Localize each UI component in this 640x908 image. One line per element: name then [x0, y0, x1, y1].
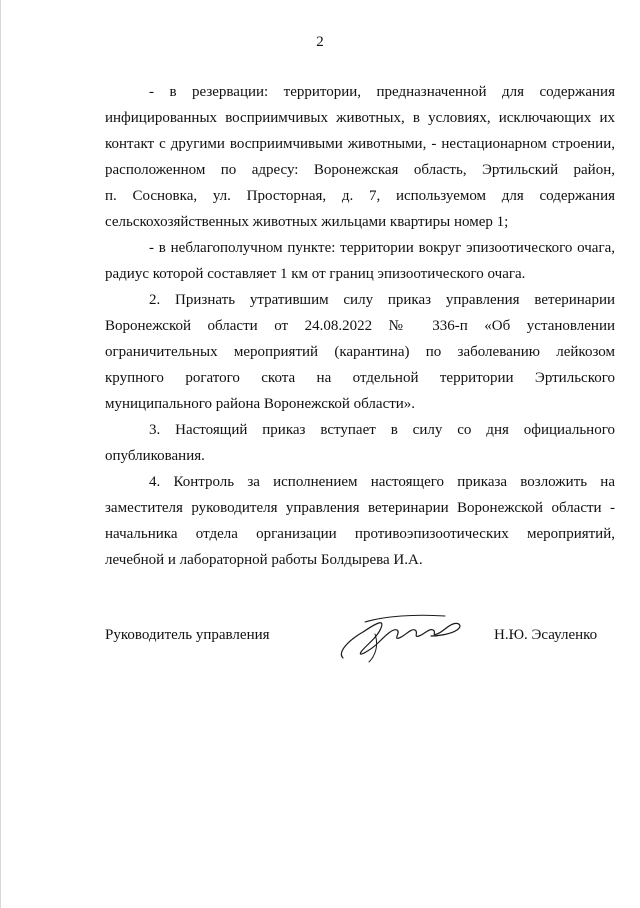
body-line-16: 4. Контроль за исполнением настоящего приказа возложить на: [149, 474, 615, 490]
body-line-15: опубликования.: [105, 448, 205, 464]
page-number: 2: [316, 34, 324, 50]
body-line-12: крупного рогатого скота на отдельной территории Эртильского: [105, 370, 615, 386]
body-line-2: инфицированных восприимчивых животных, в условиях, исключающих их: [105, 110, 615, 126]
body-line-7: - в неблагополучном пункте: территории вокруг эпизоотического очага,: [149, 240, 615, 256]
body-line-18: начальника отдела организации противоэпизоотических мероприятий,: [105, 526, 615, 542]
body-line-8: радиус которой составляет 1 км от границ эпизоотического очага.: [105, 266, 526, 282]
scan-edge: [0, 0, 1, 908]
body-line-6: сельскохозяйственных животных жильцами квартиры номер 1;: [105, 214, 509, 230]
signature-position-label: Руководитель управления: [105, 627, 270, 643]
body-line-14: 3. Настоящий приказ вступает в силу со дня официального: [149, 422, 615, 438]
body-line-10: Воронежской области от 24.08.2022 № 336-п «Об установлении: [105, 318, 615, 334]
body-line-9: 2. Признать утратившим силу приказ управления ветеринарии: [149, 292, 615, 308]
body-line-17: заместителя руководителя управления ветеринарии Воронежской области -: [105, 500, 615, 516]
body-line-1: - в резервации: территории, предназначенной для содержания: [149, 84, 615, 100]
body-line-19: лечебной и лабораторной работы Болдырева И.А.: [105, 552, 423, 568]
body-line-11: ограничительных мероприятий (карантина) по заболеванию лейкозом: [105, 344, 615, 360]
body-line-3: контакт с другими восприимчивыми животными, - нестационарном строении,: [105, 136, 615, 152]
body-line-4: расположенном по адресу: Воронежская область, Эртильский район,: [105, 162, 615, 178]
body-line-5: п. Сосновка, ул. Просторная, д. 7, используемом для содержания: [105, 188, 615, 204]
body-line-13: муниципального района Воронежской области».: [105, 396, 416, 412]
signatory-name: Н.Ю. Эсауленко: [494, 627, 598, 643]
handwritten-signature: [335, 606, 470, 666]
